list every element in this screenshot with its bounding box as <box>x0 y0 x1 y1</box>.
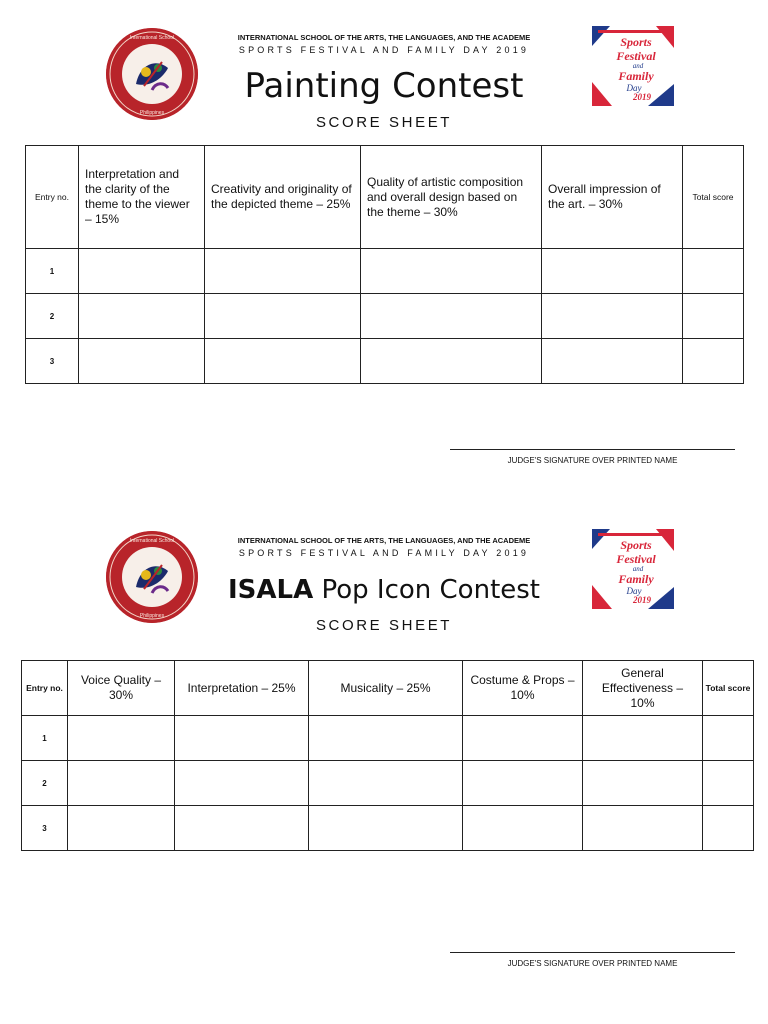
score-cell[interactable] <box>583 761 703 806</box>
entry-number: 1 <box>26 249 79 294</box>
table-row <box>26 339 744 384</box>
score-cell[interactable] <box>68 716 175 761</box>
total-cell[interactable] <box>703 716 754 761</box>
total-cell[interactable] <box>703 806 754 851</box>
score-sheet-heading: SCORE SHEET <box>315 114 453 131</box>
score-cell[interactable] <box>205 249 361 294</box>
score-cell[interactable] <box>583 806 703 851</box>
header-total-score: Total score <box>703 661 754 716</box>
header-total-score: Total score <box>683 146 744 249</box>
signature-line <box>450 449 735 450</box>
score-cell[interactable] <box>309 761 463 806</box>
total-cell[interactable] <box>683 249 744 294</box>
signature-label: JUDGE'S SIGNATURE OVER PRINTED NAME <box>507 959 678 968</box>
svg-text:Philippines: Philippines <box>139 613 165 619</box>
score-cell[interactable] <box>175 806 309 851</box>
total-cell[interactable] <box>683 294 744 339</box>
header-musicality: Musicality – 25% <box>309 661 463 716</box>
table-row <box>22 716 754 761</box>
painting-score-table <box>25 145 744 384</box>
svg-text:2019: 2019 <box>633 595 651 605</box>
header-general-effectiveness: General Effectiveness – 10% <box>583 661 703 716</box>
table-header-row <box>26 146 744 249</box>
event-name: SPORTS FESTIVAL AND FAMILY DAY 2019 <box>238 45 530 55</box>
score-cell[interactable] <box>79 294 205 339</box>
score-cell[interactable] <box>309 716 463 761</box>
contest-title <box>0 575 768 605</box>
entry-number: 1 <box>22 716 68 761</box>
signature-label: JUDGE'S SIGNATURE OVER PRINTED NAME <box>507 456 678 465</box>
svg-text:and: and <box>632 62 644 70</box>
entry-number: 3 <box>22 806 68 851</box>
svg-text:International School: International School <box>129 35 175 41</box>
score-cell[interactable] <box>361 339 542 384</box>
score-cell[interactable] <box>205 294 361 339</box>
header-voice-quality: Voice Quality – 30% <box>68 661 175 716</box>
score-cell[interactable] <box>68 806 175 851</box>
table-row <box>22 806 754 851</box>
header-interpretation: Interpretation and the clarity of the theme to the viewer – 15% <box>79 146 205 249</box>
total-cell[interactable] <box>683 339 744 384</box>
entry-number: 3 <box>26 339 79 384</box>
header-interpretation: Interpretation – 25% <box>175 661 309 716</box>
svg-text:Day: Day <box>626 83 642 93</box>
svg-text:Family: Family <box>618 572 654 586</box>
score-cell[interactable] <box>175 716 309 761</box>
entry-number: 2 <box>22 761 68 806</box>
header-entry-no: Entry no. <box>22 661 68 716</box>
school-name: INTERNATIONAL SCHOOL OF THE ARTS, THE LANGUAGES, AND THE ACADEME <box>237 33 531 42</box>
score-cell[interactable] <box>175 761 309 806</box>
contest-title-bold: ISALA <box>228 575 314 605</box>
score-cell[interactable] <box>205 339 361 384</box>
header-costume-props: Costume & Props – 10% <box>463 661 583 716</box>
table-header-row <box>22 661 754 716</box>
contest-title-rest: Pop Icon Contest <box>313 575 540 605</box>
svg-text:International School: International School <box>129 538 175 544</box>
svg-text:2019: 2019 <box>633 92 651 102</box>
signature-line <box>450 952 735 953</box>
svg-text:Festival: Festival <box>616 552 656 566</box>
score-cell[interactable] <box>463 761 583 806</box>
header-entry-no: Entry no. <box>26 146 79 249</box>
contest-title: Painting Contest <box>244 66 524 106</box>
score-cell[interactable] <box>542 249 683 294</box>
svg-text:Sports: Sports <box>620 538 652 552</box>
score-cell[interactable] <box>542 294 683 339</box>
svg-text:Family: Family <box>618 69 654 83</box>
isala-score-table <box>21 660 754 851</box>
score-cell[interactable] <box>542 339 683 384</box>
svg-text:Day: Day <box>626 586 642 596</box>
svg-text:Sports: Sports <box>620 35 652 49</box>
score-cell[interactable] <box>463 716 583 761</box>
score-cell[interactable] <box>79 249 205 294</box>
header-creativity: Creativity and originality of the depicted theme – 25% <box>205 146 361 249</box>
event-name: SPORTS FESTIVAL AND FAMILY DAY 2019 <box>238 548 530 558</box>
svg-text:and: and <box>632 565 644 573</box>
svg-text:Festival: Festival <box>616 49 656 63</box>
score-cell[interactable] <box>79 339 205 384</box>
total-cell[interactable] <box>703 761 754 806</box>
score-cell[interactable] <box>68 761 175 806</box>
table-row <box>26 294 744 339</box>
svg-text:Philippines: Philippines <box>139 110 165 116</box>
header-overall-impression: Overall impression of the art. – 30% <box>542 146 683 249</box>
table-row <box>22 761 754 806</box>
score-cell[interactable] <box>583 716 703 761</box>
table-row <box>26 249 744 294</box>
score-cell[interactable] <box>463 806 583 851</box>
school-name: INTERNATIONAL SCHOOL OF THE ARTS, THE LANGUAGES, AND THE ACADEME <box>237 536 531 545</box>
entry-number: 2 <box>26 294 79 339</box>
score-cell[interactable] <box>361 294 542 339</box>
score-cell[interactable] <box>361 249 542 294</box>
score-sheet-heading: SCORE SHEET <box>315 617 453 634</box>
header-quality: Quality of artistic composition and overall design based on the theme – 30% <box>361 146 542 249</box>
score-cell[interactable] <box>309 806 463 851</box>
